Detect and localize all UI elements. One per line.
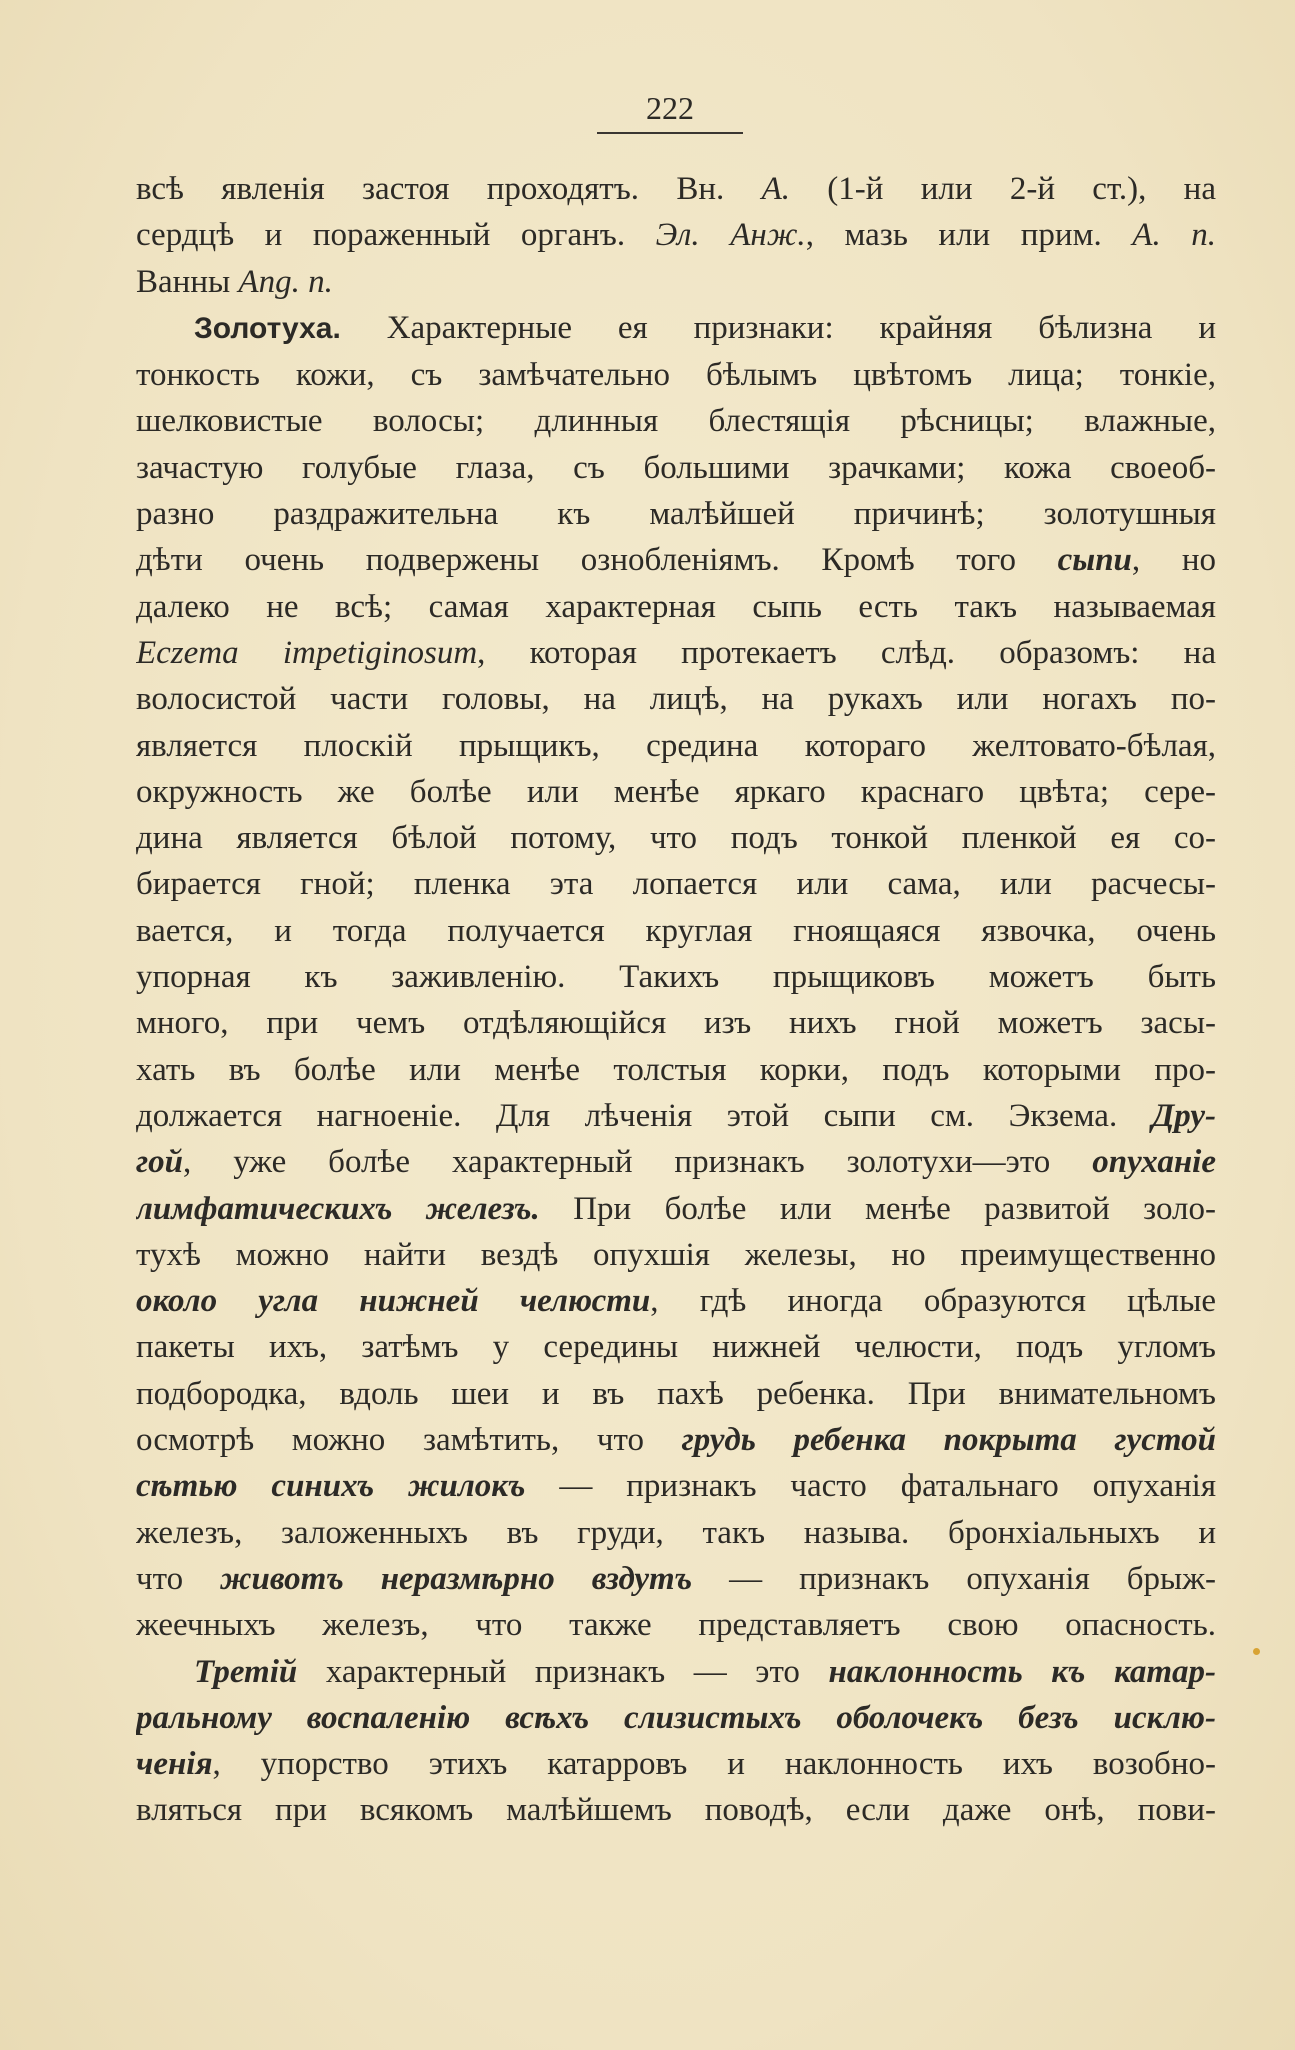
text-line — [136, 1741, 1216, 1787]
text-line — [136, 1139, 1216, 1185]
text-segment: Eczema impetiginosum — [136, 634, 478, 671]
text-segment: окружность же болѣе или менѣе яркаго краснаго цвѣта; сере- — [136, 773, 1216, 810]
text-line — [136, 676, 1216, 722]
text-segment: , упорство этихъ катарровъ и наклонность ихъ возобно- — [212, 1746, 1216, 1783]
text-segment: вается, и тогда получается круглая гноящаяся язвочка, очень — [136, 912, 1216, 949]
text-segment: опуханіе — [1092, 1144, 1216, 1181]
text-segment: должается нагноеніе. Для лѣченія этой сыпи см. Экзема. — [136, 1097, 1152, 1134]
text-segment: Эл. Анж. — [655, 217, 806, 254]
page-number: 222 — [646, 90, 694, 126]
text-segment: ральному воспаленію всѣхъ слизистыхъ оболочекъ безъ исклю- — [136, 1699, 1216, 1736]
text-segment: много, при чемъ отдѣляющійся изъ нихъ гной можетъ засы- — [136, 1005, 1216, 1042]
text-segment: осмотрѣ можно замѣтить, что — [136, 1422, 682, 1459]
text-segment: А. п. — [1132, 217, 1216, 254]
text-segment: Ang. п. — [238, 263, 333, 300]
text-segment: Золотуха. — [194, 311, 341, 345]
text-segment: — признакъ часто фатальнаго опуханія — [525, 1468, 1216, 1505]
text-line — [136, 1278, 1216, 1324]
text-line — [136, 1695, 1216, 1741]
text-segment: далеко не всѣ; самая характерная сыпь есть такъ называемая — [136, 588, 1216, 625]
text-line — [136, 908, 1216, 954]
text-segment: около угла нижней челюсти — [136, 1283, 651, 1320]
text-line — [136, 259, 1216, 305]
text-segment: А. — [761, 171, 790, 207]
text-line — [136, 1093, 1216, 1139]
header-rule — [597, 132, 743, 134]
text-segment: железъ, заложенныхъ въ груди, такъ называ. бронхіальныхъ и — [136, 1514, 1216, 1551]
text-segment: Третій — [194, 1653, 298, 1690]
text-segment: тухѣ можно найти вездѣ опухшія железы, но преимущественно — [136, 1236, 1216, 1273]
text-segment: дина является бѣлой потому, что подъ тонкой пленкой ея со- — [136, 820, 1216, 857]
text-segment: При болѣе или менѣе развитой золо- — [539, 1190, 1216, 1227]
text-segment: жеечныхъ железъ, что также представляетъ свою опасность. — [136, 1607, 1216, 1644]
text-segment: всѣ явленія застоя проходятъ. Вн. — [136, 171, 762, 207]
text-segment: является плоскій прыщикъ, средина котораго желтовато-бѣлая, — [136, 727, 1216, 764]
text-line — [136, 723, 1216, 769]
text-segment: животъ неразмѣрно вздутъ — [220, 1560, 693, 1597]
text-line — [136, 1787, 1216, 1833]
text-line — [136, 1463, 1216, 1509]
text-segment: сыпи — [1057, 542, 1132, 579]
text-line — [136, 445, 1216, 491]
text-line — [136, 1556, 1216, 1602]
text-line — [136, 584, 1216, 630]
text-segment: разно раздражительна къ малѣйшей причинѣ; золотушныя — [136, 496, 1216, 533]
text-line — [136, 1510, 1216, 1556]
text-segment: наклонность къ катар- — [828, 1653, 1216, 1690]
text-line — [136, 1000, 1216, 1046]
text-segment: сѣтью синихъ жилокъ — [136, 1468, 526, 1505]
text-line — [136, 1047, 1216, 1093]
text-line — [136, 398, 1216, 444]
text-segment: бирается гной; пленка эта лопается или сама, или расчесы- — [136, 866, 1216, 903]
text-line — [136, 1371, 1216, 1417]
text-line — [136, 212, 1216, 258]
text-segment: , которая протекаетъ слѣд. образомъ: на — [477, 634, 1216, 671]
text-segment: ченія — [136, 1746, 213, 1783]
text-line — [136, 1602, 1216, 1648]
text-segment: зачастую голубые глаза, съ большими зрачками; кожа своеоб- — [136, 449, 1216, 486]
text-segment: Дру- — [1151, 1097, 1216, 1134]
text-segment: (1-й или 2-й ст.), на — [789, 171, 1216, 207]
text-segment: тонкость кожи, съ замѣчательно бѣлымъ цвѣтомъ лица; тонкіе, — [136, 357, 1216, 394]
text-line — [136, 1417, 1216, 1463]
text-line — [136, 1232, 1216, 1278]
text-line — [136, 630, 1216, 676]
text-line — [136, 954, 1216, 1000]
text-segment: — признакъ опуханія брыж- — [692, 1560, 1216, 1597]
text-segment: вляться при всякомъ малѣйшемъ поводѣ, если даже онѣ, пови- — [136, 1792, 1216, 1829]
text-line — [136, 1186, 1216, 1232]
text-segment: , мазь или прим. — [805, 217, 1133, 254]
text-segment: , гдѣ иногда образуются цѣлые — [650, 1283, 1216, 1320]
text-line — [136, 861, 1216, 907]
text-segment: грудь ребенка покрыта густой — [681, 1422, 1216, 1459]
text-segment: пакеты ихъ, затѣмъ у середины нижней челюсти, подъ угломъ — [136, 1329, 1216, 1366]
body-text — [136, 166, 1216, 1834]
text-segment: гой — [136, 1144, 184, 1181]
text-segment: , но — [1131, 542, 1216, 579]
text-line — [136, 166, 1216, 212]
text-segment: дѣти очень подвержены ознобленіямъ. Кромѣ того — [136, 542, 1058, 579]
text-line — [136, 815, 1216, 861]
text-segment: сердцѣ и пораженный органъ. — [136, 217, 656, 254]
text-segment: лимфатическихъ железъ. — [136, 1190, 540, 1227]
text-segment: волосистой части головы, на лицѣ, на рукахъ или ногахъ по- — [136, 681, 1216, 718]
text-segment: подбородка, вдоль шеи и въ пахѣ ребенка. При внимательномъ — [136, 1375, 1216, 1412]
text-line — [136, 537, 1216, 583]
text-segment: шелковистые волосы; длинныя блестящія рѣсницы; влажные, — [136, 403, 1216, 440]
text-segment: Характерные ея признаки: крайняя бѣлизна и — [340, 309, 1216, 346]
ink-blot — [1253, 1648, 1260, 1655]
text-line — [136, 305, 1216, 352]
text-line — [136, 491, 1216, 537]
text-line — [136, 1324, 1216, 1370]
text-segment: упорная къ заживленію. Такихъ прыщиковъ можетъ быть — [136, 959, 1216, 996]
text-line — [136, 1649, 1216, 1695]
text-segment: , уже болѣе характерный признакъ золотухи—это — [183, 1144, 1093, 1181]
text-segment: хать въ болѣе или менѣе толстыя корки, подъ которыми про- — [136, 1051, 1216, 1088]
text-line — [136, 769, 1216, 815]
text-segment: Ванны — [136, 263, 239, 300]
text-segment: что — [136, 1560, 221, 1597]
text-line — [136, 352, 1216, 398]
text-segment: характерный признакъ — это — [297, 1653, 829, 1690]
